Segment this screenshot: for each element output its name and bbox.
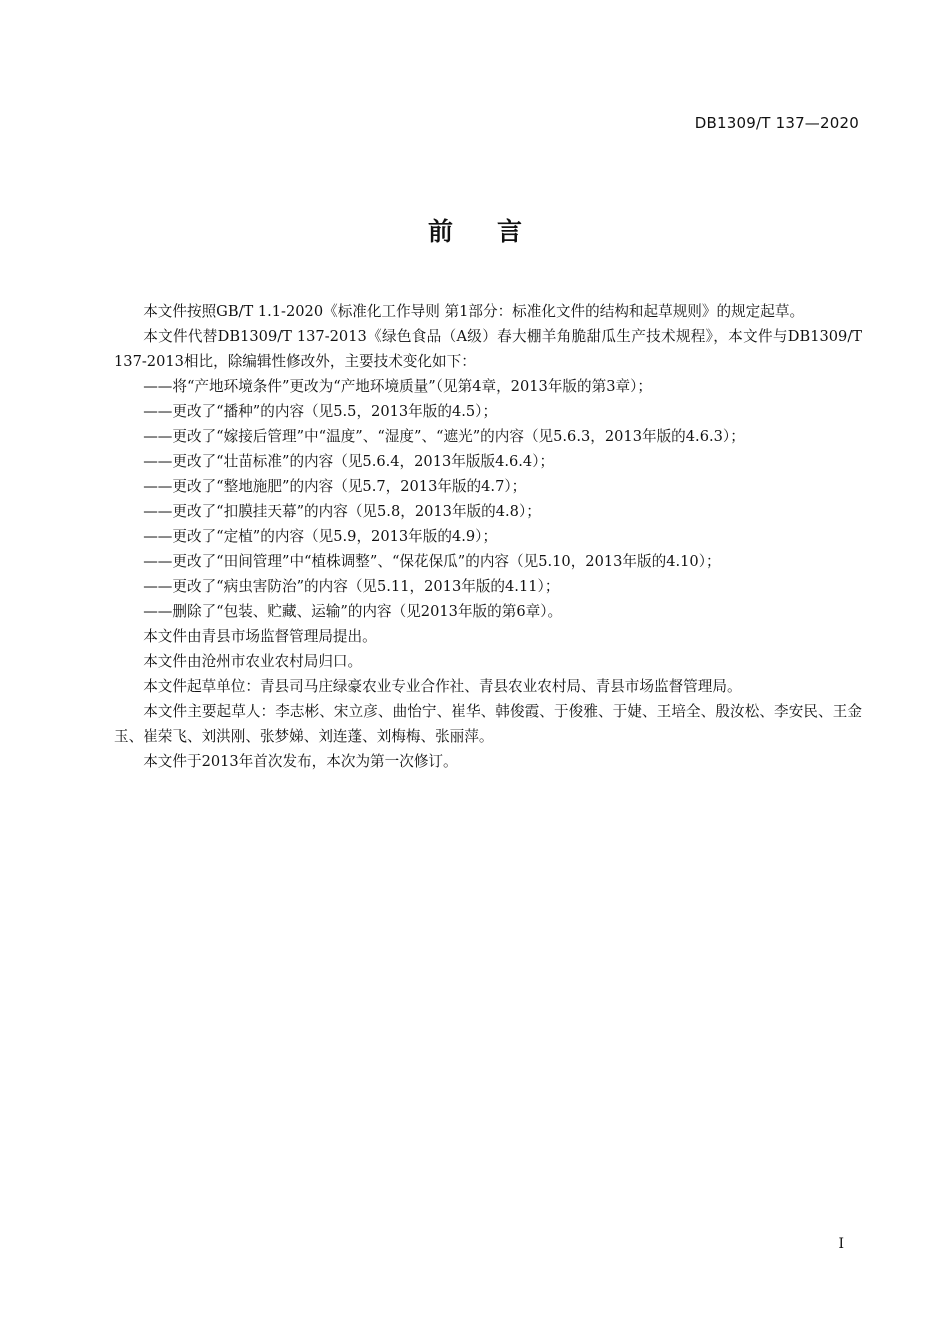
list-item: ——更改了“定植”的内容（见5.9，2013年版的4.9）； xyxy=(143,528,498,545)
paragraph: 本文件按照GB/T 1.1-2020《标准化工作导则 第1部分：标准化文件的结构和起草规则》的规定起草。 xyxy=(143,303,805,320)
list-item: ——删除了“包装、贮藏、运输”的内容（见2013年版的第6章）。 xyxy=(143,603,563,620)
list-item: ——更改了“病虫害防治”的内容（见5.11，2013年版的4.11）； xyxy=(143,578,560,595)
paragraph: 本文件主要起草人：李志彬、宋立彦、曲怡宁、崔华、韩俊霞、于俊雅、于婕、王培全、殷汝松、李安民、王金玉、崔荣飞、刘洪刚、张梦娣、刘连蓬、刘梅梅、张丽萍。 xyxy=(114,703,862,745)
list-item: ——更改了“田间管理”中“植株调整”、“保花保瓜”的内容（见5.10，2013年版的4.10）； xyxy=(143,553,721,570)
list-item: ——将“产地环境条件”更改为“产地环境质量”（见第4章，2013年版的第3章）； xyxy=(143,378,652,395)
list-item: ——更改了“播种”的内容（见5.5，2013年版的4.5）； xyxy=(143,403,498,420)
document-body xyxy=(114,299,862,774)
paragraph: 本文件于2013年首次发布，本次为第一次修订。 xyxy=(143,753,458,770)
paragraph: 本文件起草单位：青县司马庄绿豪农业专业合作社、青县农业农村局、青县市场监督管理局。 xyxy=(143,678,742,695)
page-number: I xyxy=(838,1236,844,1252)
list-item: ——更改了“壮苗标准”的内容（见5.6.4，2013年版版4.6.4）； xyxy=(143,453,555,470)
page-title: 前言 xyxy=(427,217,566,246)
paragraph: 本文件由沧州市农业农村局归口。 xyxy=(143,653,363,670)
document-id: DB1309/T 137—2020 xyxy=(694,114,859,132)
paragraph: 本文件代替DB1309/T 137-2013《绿色食品（A级）春大棚羊角脆甜瓜生产技术规程》，本文件与DB1309/T 137-2013相比，除编辑性修改外，主要技术变化如下： xyxy=(114,328,862,370)
list-item: ——更改了“扣膜挂天幕”的内容（见5.8，2013年版的4.8）； xyxy=(143,503,541,520)
list-item: ——更改了“嫁接后管理”中“温度”、“湿度”、“遮光”的内容（见5.6.3，2013年版的4.6.3）； xyxy=(143,428,745,445)
paragraph: 本文件由青县市场监督管理局提出。 xyxy=(143,628,377,645)
list-item: ——更改了“整地施肥”的内容（见5.7，2013年版的4.7）； xyxy=(143,478,527,495)
